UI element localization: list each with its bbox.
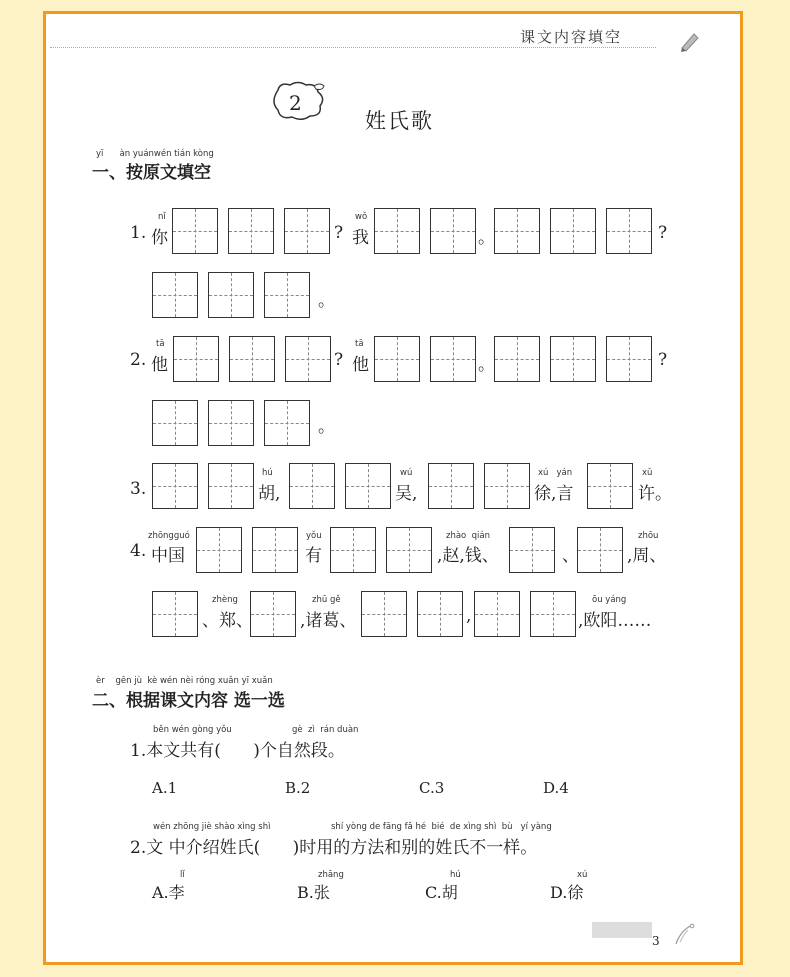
- q3-pinyin-wu: wú: [400, 468, 413, 478]
- blank-box[interactable]: [152, 400, 198, 446]
- q2-char-1: 他: [151, 355, 168, 375]
- q4-pinyin-oy: ōu yáng: [592, 595, 627, 605]
- blank-box[interactable]: [606, 208, 652, 254]
- mc2-option-a[interactable]: A.李: [152, 883, 185, 902]
- pencil-icon: [678, 30, 700, 56]
- q4-number: 4.: [130, 541, 147, 561]
- q4-text-zg2: ,诸葛、: [300, 611, 357, 631]
- header-divider: [50, 47, 656, 48]
- q1-period-1: 。: [478, 228, 495, 248]
- svg-text:2: 2: [289, 91, 302, 115]
- blank-box[interactable]: [587, 463, 633, 509]
- lesson-number-badge: [270, 80, 326, 126]
- blank-box[interactable]: [606, 336, 652, 382]
- blank-box[interactable]: [484, 463, 530, 509]
- q1-pinyin-2: wǒ: [355, 212, 368, 222]
- q4-separator: 、: [562, 546, 579, 566]
- blank-box[interactable]: [152, 591, 198, 637]
- blank-box[interactable]: [374, 336, 420, 382]
- section1-pinyin: yī àn yuánwén tián kòng: [96, 149, 214, 159]
- lesson-title: 姓氏歌: [365, 109, 434, 133]
- mc2-pinyin-1: wén zhōng jiè shào xìng shì: [153, 822, 271, 832]
- q2-number: 2.: [130, 350, 147, 370]
- mc2-option-d[interactable]: D.徐: [550, 883, 584, 902]
- mc1-pinyin-2: gè zì rán duàn: [292, 725, 359, 735]
- q3-text-xu: 徐,言: [534, 484, 574, 504]
- mc2-option-c-pinyin: hú: [450, 870, 461, 880]
- q2-period-2: 。: [318, 417, 335, 437]
- q2-question-mark-1: ?: [334, 350, 344, 370]
- blank-box[interactable]: [229, 336, 275, 382]
- blank-box[interactable]: [386, 527, 432, 573]
- blank-box[interactable]: [264, 272, 310, 318]
- blank-box[interactable]: [550, 336, 596, 382]
- mc1-pinyin-1: běn wén gòng yǒu: [153, 725, 232, 735]
- q2-question-mark-2: ?: [658, 350, 668, 370]
- blank-box[interactable]: [494, 336, 540, 382]
- mc2-option-d-pinyin: xú: [577, 870, 588, 880]
- blank-box[interactable]: [208, 463, 254, 509]
- blank-box[interactable]: [284, 208, 330, 254]
- q4-pinyin-zheng: zhèng: [212, 595, 238, 605]
- blank-box[interactable]: [577, 527, 623, 573]
- blank-box[interactable]: [530, 591, 576, 637]
- blank-box[interactable]: [374, 208, 420, 254]
- q1-pinyin-1: nǐ: [158, 212, 166, 222]
- blank-box[interactable]: [361, 591, 407, 637]
- section2-title: 二、根据课文内容 选一选: [92, 691, 285, 711]
- blank-box[interactable]: [228, 208, 274, 254]
- q4-text-zheng: 、郑、: [202, 611, 253, 631]
- blank-box[interactable]: [208, 272, 254, 318]
- q4-pinyin-zhou: zhōu: [638, 531, 659, 541]
- blank-box[interactable]: [330, 527, 376, 573]
- mc2-option-c[interactable]: C.胡: [425, 883, 458, 902]
- blank-box[interactable]: [285, 336, 331, 382]
- q1-period-2: 。: [318, 291, 335, 311]
- q3-text-wu: 吴,: [395, 484, 418, 504]
- q4-pinyin-zg2: zhū gě: [312, 595, 341, 605]
- q1-question-mark-1: ?: [334, 223, 344, 243]
- blank-box[interactable]: [152, 463, 198, 509]
- blank-box[interactable]: [252, 527, 298, 573]
- mc1-option-c[interactable]: C.3: [419, 779, 445, 797]
- q4-pinyin-zg: zhōngguó: [148, 531, 190, 541]
- q2-pinyin-2: tā: [355, 339, 364, 349]
- q4-text-zg: 中国: [151, 546, 185, 566]
- section2-pinyin: èr gēn jù kè wén nèi róng xuǎn yī xuǎn: [96, 676, 273, 686]
- blank-box[interactable]: [417, 591, 463, 637]
- blank-box[interactable]: [345, 463, 391, 509]
- blank-box[interactable]: [152, 272, 198, 318]
- mc2-option-b[interactable]: B.张: [297, 883, 330, 902]
- q3-pinyin-xu2: xǔ: [642, 468, 653, 478]
- q4-pinyin-zq: zhào qián: [446, 531, 491, 541]
- blank-box[interactable]: [430, 208, 476, 254]
- q3-text-xu2: 许。: [638, 484, 672, 504]
- q4-comma: ,: [466, 606, 472, 626]
- q3-pinyin-xu: xú yán: [538, 468, 573, 478]
- q1-char-1: 你: [151, 228, 168, 248]
- blank-box[interactable]: [264, 400, 310, 446]
- mc1-question: 1.本文共有( )个自然段。: [130, 741, 345, 761]
- q2-char-2: 他: [352, 355, 369, 375]
- feather-icon: [672, 922, 696, 950]
- blank-box[interactable]: [430, 336, 476, 382]
- q2-period-1: 。: [478, 355, 495, 375]
- q3-pinyin-hu: hú: [262, 468, 273, 478]
- q4-pinyin-you: yǒu: [306, 531, 322, 541]
- header-section-title: 课文内容填空: [520, 28, 623, 46]
- blank-box[interactable]: [172, 208, 218, 254]
- q3-number: 3.: [130, 479, 147, 499]
- q3-text-hu: 胡,: [258, 484, 281, 504]
- q4-text-oy: ,欧阳……: [578, 611, 652, 631]
- mc1-option-d[interactable]: D.4: [543, 779, 569, 797]
- blank-box[interactable]: [474, 591, 520, 637]
- mc2-pinyin-2: shí yòng de fāng fǎ hé bié de xìng shì bù yí yàng: [331, 822, 552, 832]
- blank-box[interactable]: [494, 208, 540, 254]
- blank-box[interactable]: [509, 527, 555, 573]
- mc2-option-a-pinyin: lǐ: [180, 870, 185, 880]
- mc1-option-a[interactable]: A.1: [152, 779, 178, 797]
- q4-text-you: 有: [305, 546, 322, 566]
- blank-box[interactable]: [550, 208, 596, 254]
- blank-box[interactable]: [173, 336, 219, 382]
- blank-box[interactable]: [289, 463, 335, 509]
- q4-text-zq: ,赵,钱、: [437, 546, 499, 566]
- mc2-question: 2.文 中介绍姓氏( )时用的方法和别的姓氏不一样。: [130, 838, 538, 858]
- q4-text-zhou: ,周、: [627, 546, 667, 566]
- q1-number: 1.: [130, 223, 147, 243]
- blank-box[interactable]: [208, 400, 254, 446]
- mc2-option-b-pinyin: zhāng: [318, 870, 344, 880]
- page-number-bar: [592, 922, 652, 938]
- blank-box[interactable]: [250, 591, 296, 637]
- page-number: 3: [652, 934, 660, 948]
- q2-pinyin-1: tā: [156, 339, 165, 349]
- blank-box[interactable]: [428, 463, 474, 509]
- mc1-option-b[interactable]: B.2: [285, 779, 311, 797]
- section1-title: 一、按原文填空: [92, 163, 211, 183]
- q1-question-mark-2: ?: [658, 223, 668, 243]
- blank-box[interactable]: [196, 527, 242, 573]
- q1-char-2: 我: [352, 228, 369, 248]
